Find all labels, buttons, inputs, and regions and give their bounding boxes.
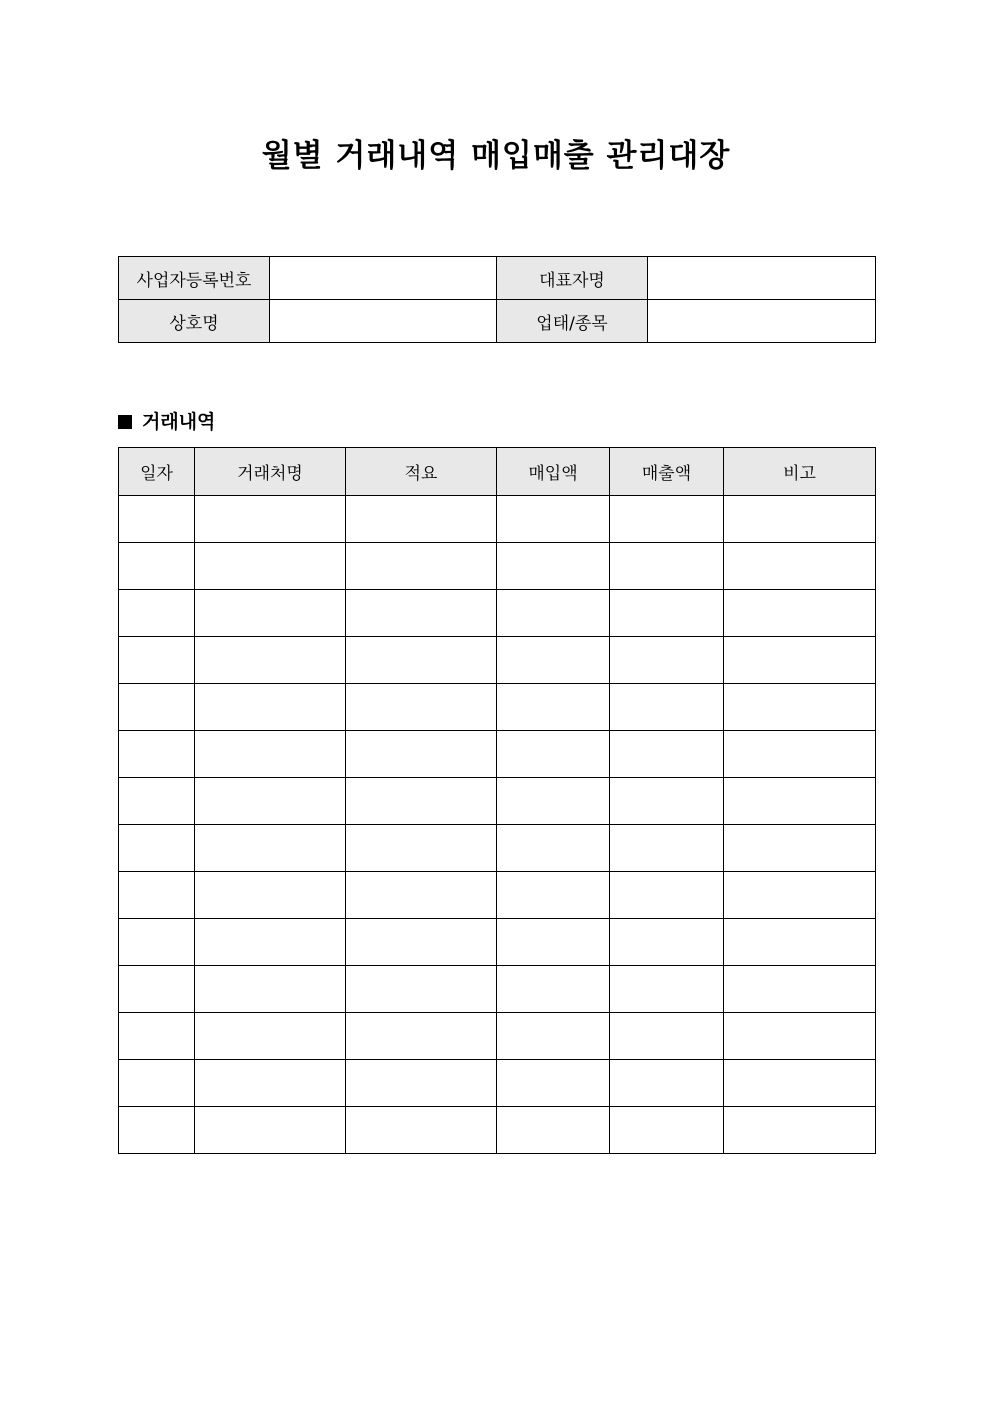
info-row xyxy=(119,257,876,300)
table-row xyxy=(119,637,876,684)
purchase-cell[interactable] xyxy=(497,590,610,637)
notes-cell[interactable] xyxy=(724,637,876,684)
date-cell[interactable] xyxy=(119,872,195,919)
column-header-client: 거래처명 xyxy=(195,448,346,496)
section-heading xyxy=(118,408,215,436)
purchase-cell[interactable] xyxy=(497,543,610,590)
table-row xyxy=(119,1107,876,1154)
description-cell[interactable] xyxy=(346,684,497,731)
client-cell[interactable] xyxy=(195,496,346,543)
representative-field[interactable] xyxy=(648,257,876,300)
purchase-cell[interactable] xyxy=(497,919,610,966)
client-cell[interactable] xyxy=(195,919,346,966)
table-body xyxy=(119,496,876,1154)
business-info-table xyxy=(118,256,876,343)
column-header-date: 일자 xyxy=(119,448,195,496)
client-cell[interactable] xyxy=(195,543,346,590)
purchase-cell[interactable] xyxy=(497,684,610,731)
sales-cell[interactable] xyxy=(610,543,724,590)
notes-cell[interactable] xyxy=(724,919,876,966)
notes-cell[interactable] xyxy=(724,966,876,1013)
table-header-row xyxy=(119,448,876,496)
transactions-table xyxy=(118,447,876,1154)
client-cell[interactable] xyxy=(195,825,346,872)
sales-cell[interactable] xyxy=(610,825,724,872)
table-row xyxy=(119,684,876,731)
column-header-description: 적요 xyxy=(346,448,497,496)
sales-cell[interactable] xyxy=(610,1060,724,1107)
table-row xyxy=(119,590,876,637)
date-cell[interactable] xyxy=(119,496,195,543)
page-title: 월별 거래내역 매입매출 관리대장 xyxy=(261,138,731,174)
description-cell[interactable] xyxy=(346,825,497,872)
purchase-cell[interactable] xyxy=(497,731,610,778)
sales-cell[interactable] xyxy=(610,731,724,778)
date-cell[interactable] xyxy=(119,1013,195,1060)
sales-cell[interactable] xyxy=(610,966,724,1013)
notes-cell[interactable] xyxy=(724,825,876,872)
description-cell[interactable] xyxy=(346,1060,497,1107)
purchase-cell[interactable] xyxy=(497,825,610,872)
sales-cell[interactable] xyxy=(610,778,724,825)
square-bullet-icon xyxy=(118,415,132,429)
column-header-notes: 비고 xyxy=(724,448,876,496)
business-reg-no-field[interactable] xyxy=(270,257,497,300)
date-cell[interactable] xyxy=(119,684,195,731)
date-cell[interactable] xyxy=(119,637,195,684)
sales-cell[interactable] xyxy=(610,1013,724,1060)
client-cell[interactable] xyxy=(195,1060,346,1107)
sales-cell[interactable] xyxy=(610,496,724,543)
sales-cell[interactable] xyxy=(610,637,724,684)
table-row xyxy=(119,731,876,778)
notes-cell[interactable] xyxy=(724,496,876,543)
column-header-purchase: 매입액 xyxy=(497,448,610,496)
sales-cell[interactable] xyxy=(610,1107,724,1154)
notes-cell[interactable] xyxy=(724,731,876,778)
purchase-cell[interactable] xyxy=(497,496,610,543)
notes-cell[interactable] xyxy=(724,543,876,590)
purchase-cell[interactable] xyxy=(497,1013,610,1060)
client-cell[interactable] xyxy=(195,778,346,825)
client-cell[interactable] xyxy=(195,966,346,1013)
purchase-cell[interactable] xyxy=(497,778,610,825)
date-cell[interactable] xyxy=(119,919,195,966)
description-cell[interactable] xyxy=(346,731,497,778)
sales-cell[interactable] xyxy=(610,684,724,731)
description-cell[interactable] xyxy=(346,872,497,919)
date-cell[interactable] xyxy=(119,825,195,872)
purchase-cell[interactable] xyxy=(497,872,610,919)
date-cell[interactable] xyxy=(119,966,195,1013)
sales-cell[interactable] xyxy=(610,872,724,919)
description-cell[interactable] xyxy=(346,778,497,825)
description-cell[interactable] xyxy=(346,966,497,1013)
business-type-field[interactable] xyxy=(648,300,876,343)
table-row xyxy=(119,825,876,872)
notes-cell[interactable] xyxy=(724,778,876,825)
date-cell[interactable] xyxy=(119,590,195,637)
date-cell[interactable] xyxy=(119,543,195,590)
client-cell[interactable] xyxy=(195,684,346,731)
business-type-label: 업태/종목 xyxy=(497,300,648,343)
date-cell[interactable] xyxy=(119,1060,195,1107)
business-reg-no-label: 사업자등록번호 xyxy=(119,257,270,300)
date-cell[interactable] xyxy=(119,778,195,825)
description-cell[interactable] xyxy=(346,1013,497,1060)
company-name-label: 상호명 xyxy=(119,300,270,343)
client-cell[interactable] xyxy=(195,1107,346,1154)
notes-cell[interactable] xyxy=(724,872,876,919)
description-cell[interactable] xyxy=(346,590,497,637)
table-row xyxy=(119,919,876,966)
purchase-cell[interactable] xyxy=(497,966,610,1013)
client-cell[interactable] xyxy=(195,1013,346,1060)
description-cell[interactable] xyxy=(346,919,497,966)
purchase-cell[interactable] xyxy=(497,1060,610,1107)
company-name-field[interactable] xyxy=(270,300,497,343)
description-cell[interactable] xyxy=(346,637,497,684)
notes-cell[interactable] xyxy=(724,590,876,637)
description-cell[interactable] xyxy=(346,543,497,590)
table-row xyxy=(119,1013,876,1060)
client-cell[interactable] xyxy=(195,872,346,919)
date-cell[interactable] xyxy=(119,1107,195,1154)
date-cell[interactable] xyxy=(119,731,195,778)
notes-cell[interactable] xyxy=(724,1060,876,1107)
notes-cell[interactable] xyxy=(724,684,876,731)
sales-cell[interactable] xyxy=(610,919,724,966)
client-cell[interactable] xyxy=(195,637,346,684)
table-row xyxy=(119,543,876,590)
notes-cell[interactable] xyxy=(724,1107,876,1154)
table-row xyxy=(119,496,876,543)
purchase-cell[interactable] xyxy=(497,637,610,684)
section-heading-label: 거래내역 xyxy=(142,411,216,433)
description-cell[interactable] xyxy=(346,496,497,543)
table-row xyxy=(119,778,876,825)
client-cell[interactable] xyxy=(195,590,346,637)
representative-label: 대표자명 xyxy=(497,257,648,300)
client-cell[interactable] xyxy=(195,731,346,778)
description-cell[interactable] xyxy=(346,1107,497,1154)
table-row xyxy=(119,1060,876,1107)
column-header-sales: 매출액 xyxy=(610,448,724,496)
notes-cell[interactable] xyxy=(724,1013,876,1060)
info-row xyxy=(119,300,876,343)
sales-cell[interactable] xyxy=(610,590,724,637)
table-row xyxy=(119,872,876,919)
table-row xyxy=(119,966,876,1013)
purchase-cell[interactable] xyxy=(497,1107,610,1154)
